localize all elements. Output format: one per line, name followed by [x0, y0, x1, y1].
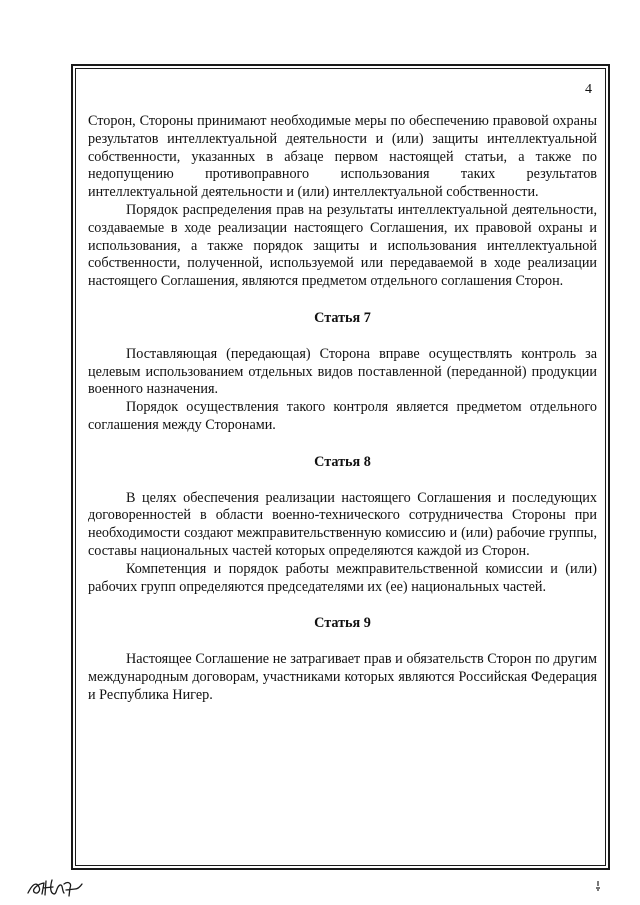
- article-7-paragraph-1: Поставляющая (передающая) Сторона вправе осуществлять контроль за целевым использованием отдельных видов поставленной (переданной) продукции военного назначения.: [88, 345, 597, 398]
- article-9-heading: Статья 9: [314, 615, 371, 632]
- article-8-paragraph-2: Компетенция и порядок работы межправительственной комиссии и (или) рабочих групп определяются председателями их (ее) национальных частей.: [88, 560, 597, 595]
- article-8-paragraph-1: В целях обеспечения реализации настоящего Соглашения и последующих договоренностей в области военно-технического сотрудничества Стороны при необходимости создают межправительственную комиссию и (или) рабочие группы, составы национальных частей которых определяются каждой из Сторон.: [88, 489, 597, 559]
- article-7-paragraph-2: Порядок осуществления такого контроля является предметом отдельного соглашения между Сторонами.: [88, 399, 597, 433]
- paragraph-rights-distribution: Порядок распределения прав на результаты интеллектуальной деятельности, создаваемые в ходе реализации настоящего Соглашения, их правовой охраны и использования, а также порядок защиты и использования интеллектуальной собственности, полученной, используемой или передаваемой в ходе реализации настоящего Соглашения, являются предметом отдельного соглашения Сторон.: [88, 201, 597, 290]
- page-number: 4: [585, 82, 592, 97]
- article-8-heading: Статья 8: [314, 453, 371, 470]
- signature-initials-icon: [26, 875, 84, 899]
- corner-mark-icon: [595, 880, 601, 892]
- paragraph-continuation: Сторон, Стороны принимают необходимые меры по обеспечению правовой охраны результатов интеллектуальной деятельности и (или) защиты интеллектуальной собственности, указанных в абзаце первом настоящей статьи, а также по недопущению противоправного использования таких результатов интеллектуальной деятельности и (или) интеллектуальной собственности.: [88, 113, 597, 201]
- document-body: [88, 113, 597, 705]
- article-9-paragraph-1: Настоящее Соглашение не затрагивает прав и обязательств Сторон по другим международным договорам, участниками которых являются Российская Федерация и Республика Нигер.: [88, 651, 597, 703]
- article-7-heading: Статья 7: [314, 309, 371, 326]
